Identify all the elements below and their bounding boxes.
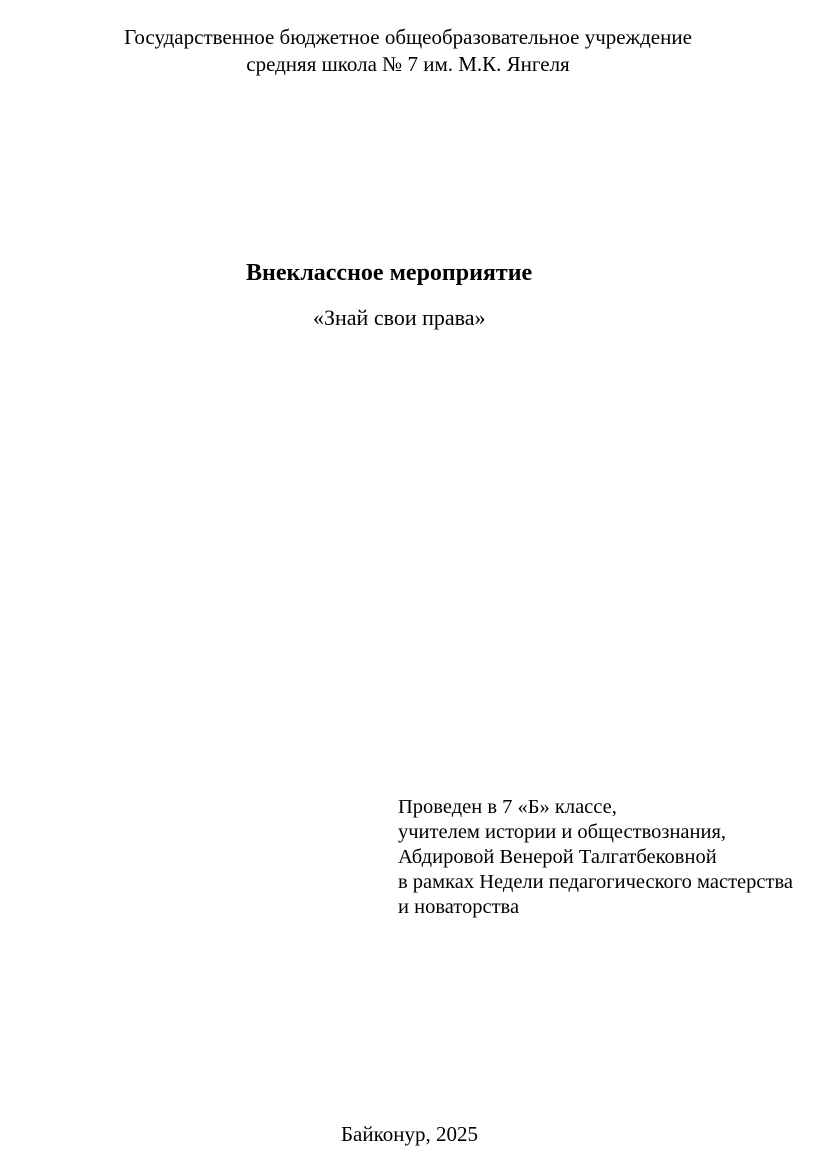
institution-name-line-2: средняя школа № 7 им. М.К. Янгеля [246, 52, 570, 76]
institution-header [0, 24, 816, 78]
details-line-1: Проведен в 7 «Б» классе, [398, 796, 617, 818]
details-line-3: Абдировой Венерой Талгатбековной [398, 846, 717, 868]
details-line-5: и новаторства [398, 896, 520, 918]
details-line-4: в рамках Недели педагогического мастерства [398, 871, 793, 893]
event-title: Внеклассное мероприятие [246, 260, 533, 286]
institution-name-line-1: Государственное бюджетное общеобразовательное учреждение [124, 25, 692, 49]
place-and-year: Байконур, 2025 [341, 1122, 478, 1146]
details-line-2: учителем истории и обществознания, [398, 821, 727, 843]
event-subtitle: «Знай свои права» [313, 305, 486, 330]
event-details [398, 795, 793, 920]
